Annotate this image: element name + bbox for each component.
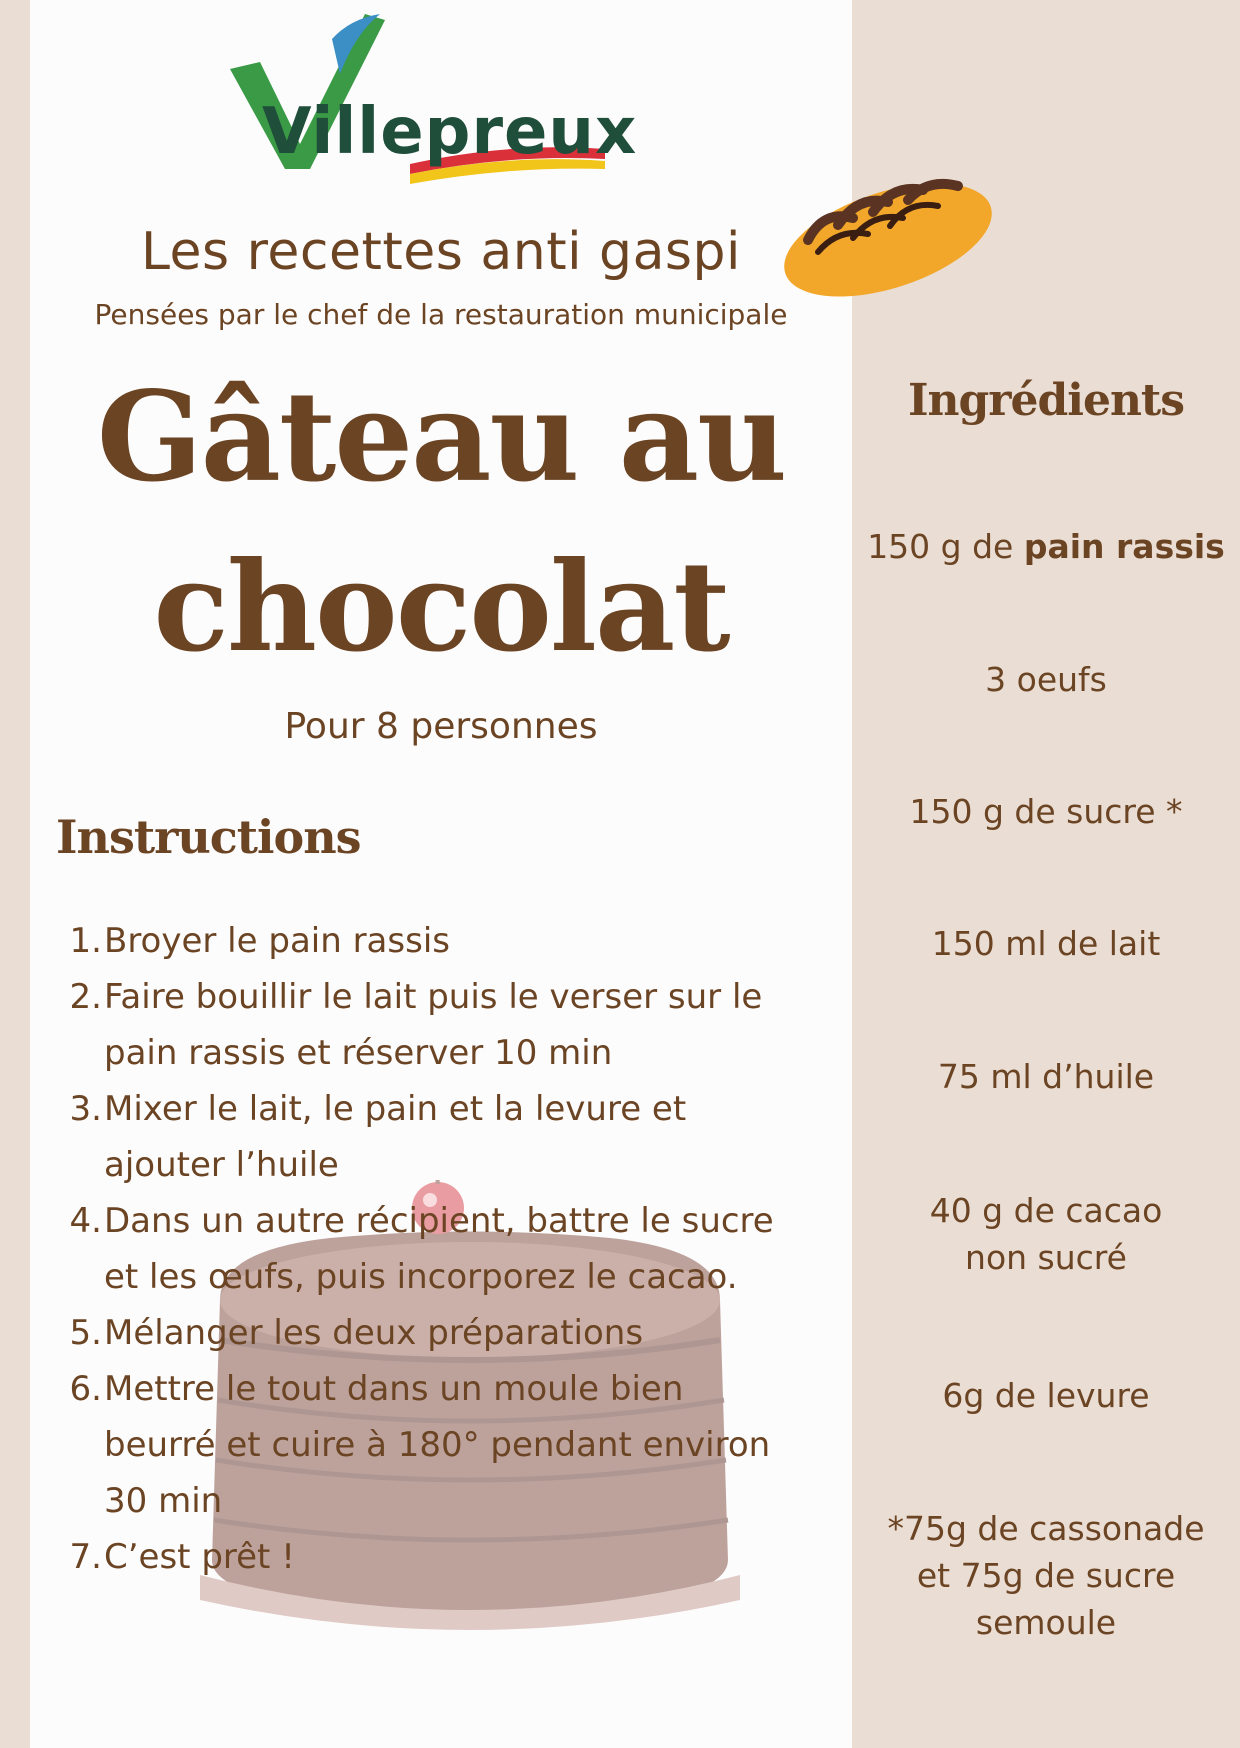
ingredient-text-continued: semoule — [975, 1603, 1117, 1642]
instructions-list — [58, 913, 818, 1585]
recipe-title-line2: chocolat — [153, 535, 729, 680]
step-text-continued: et les œufs, puis incorporez le cacao. — [104, 1257, 738, 1297]
ingredient-item — [852, 1053, 1240, 1100]
servings: Pour 8 personnes — [284, 706, 598, 747]
ingredient-text: 3 oeufs — [985, 660, 1107, 699]
step-number: 7. — [69, 1537, 102, 1577]
ingredient-highlight: pain rassis — [1023, 527, 1225, 566]
left-margin-strip — [0, 0, 30, 1748]
step-number: 3. — [69, 1089, 102, 1129]
step-number: 6. — [69, 1369, 102, 1409]
ingredients-title: Ingrédients — [907, 375, 1185, 426]
instructions-title: Instructions — [56, 810, 361, 864]
step-number: 4. — [69, 1201, 102, 1241]
brand-name: Villepreux — [262, 95, 638, 169]
instruction-step — [58, 1081, 818, 1193]
ingredient-item — [852, 1372, 1240, 1419]
step-text: C’est prêt ! — [104, 1537, 295, 1577]
instruction-step — [58, 913, 818, 969]
instruction-step — [58, 1361, 818, 1529]
instruction-step — [58, 1193, 818, 1305]
ingredient-text-continued: et 75g de sucre — [916, 1556, 1176, 1595]
step-text-continued: pain rassis et réserver 10 min — [104, 1033, 613, 1073]
ingredient-text: 40 g de cacao — [929, 1191, 1163, 1230]
ingredient-item — [852, 523, 1240, 570]
series-subtitle: Pensées par le chef de la restauration municipale — [94, 298, 788, 331]
step-text: Mettre le tout dans un moule bien — [104, 1369, 684, 1409]
recipe-title-line1: Gâteau au — [96, 365, 786, 510]
instruction-step — [58, 969, 818, 1081]
step-number: 5. — [69, 1313, 102, 1353]
step-number: 1. — [69, 921, 102, 961]
step-number: 2. — [69, 977, 102, 1017]
step-text-continued: 30 min — [104, 1481, 223, 1521]
step-text: Faire bouillir le lait puis le verser sur le — [104, 977, 763, 1017]
ingredient-quantity: 150 g de — [867, 527, 1024, 566]
ingredient-item — [852, 1187, 1240, 1281]
instruction-step — [58, 1529, 818, 1585]
step-text: Broyer le pain rassis — [104, 921, 450, 961]
ingredient-text: 6g de levure — [942, 1376, 1150, 1415]
step-text: Mélanger les deux préparations — [104, 1313, 644, 1353]
ingredient-text: 150 g de sucre * — [909, 792, 1183, 831]
series-title: Les recettes anti gaspi — [141, 222, 741, 282]
instruction-step — [58, 1305, 818, 1361]
ingredient-text: 150 ml de lait — [931, 924, 1161, 963]
ingredient-item — [852, 656, 1240, 703]
step-text: Dans un autre récipient, battre le sucre — [104, 1201, 774, 1241]
step-text-continued: ajouter l’huile — [104, 1145, 339, 1185]
ingredient-item — [852, 920, 1240, 967]
ingredient-item — [852, 788, 1240, 835]
ingredient-text: *75g de cassonade — [887, 1509, 1205, 1548]
step-text-continued: beurré et cuire à 180° pendant environ — [104, 1425, 771, 1465]
step-text: Mixer le lait, le pain et la levure et — [104, 1089, 687, 1129]
ingredient-text: 75 ml d’huile — [937, 1057, 1155, 1096]
ingredient-text-continued: non sucré — [965, 1238, 1127, 1277]
ingredient-note — [852, 1505, 1240, 1646]
